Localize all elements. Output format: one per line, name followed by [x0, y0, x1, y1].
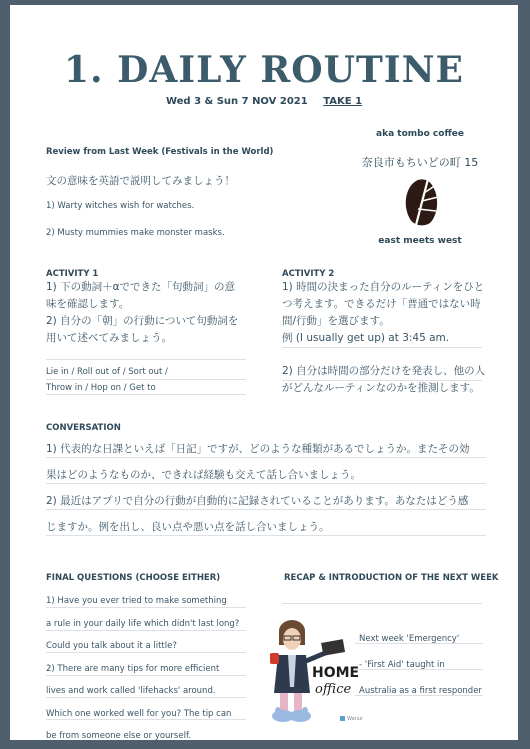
conversation-line: 2) 最近はアプリで自分の行動が自動的に記録されていることがあります。あなたはどう感 — [46, 495, 469, 507]
recap-heading: RECAP & INTRODUCTION OF THE NEXT WEEK — [284, 573, 499, 583]
recap-line: Australia as a first responder — [359, 686, 482, 696]
conversation-questions — [46, 436, 496, 540]
review-item: 1) Warty witches wish for watches. — [46, 201, 195, 211]
lesson-date-line — [10, 96, 518, 107]
activity2-line: つ考えます。できるだけ「普通ではない時 — [282, 298, 481, 310]
conversation-line: じますか。例を出し、良い点や悪い点を話し合いましょう。 — [46, 521, 330, 533]
page-title: 1. DAILY ROUTINE — [64, 49, 464, 91]
activity2-line: 例 (I usually get up) at 3:45 am. — [282, 332, 450, 344]
conversation-line: 果はどのようなものか、できれば経験も交えて話し合いましょう。 — [46, 469, 361, 481]
recap-line: - 'First Aid' taught in — [359, 660, 445, 670]
worksheet-page — [10, 5, 518, 740]
final-question-line: a rule in your daily life which didn't last long? — [46, 618, 240, 629]
review-instruction: 文の意味を英語で説明してみましょう！ — [46, 175, 235, 187]
activity1-heading: ACTIVITY 1 — [46, 269, 99, 279]
lesson-date: Wed 3 & Sun 7 NOV 2021 — [165, 96, 308, 107]
office-label: office — [315, 682, 352, 697]
activity2-line: 1) 時間の決まった自分のルーティンをひと — [282, 281, 485, 293]
credit-icon — [340, 716, 345, 721]
final-question-line: Could you talk about it a little? — [46, 641, 177, 651]
final-questions — [46, 590, 266, 748]
activity1-instructions — [46, 279, 251, 347]
conversation-line: 1) 代表的な日課といえば「日記」ですが、どのような種類があるでしょうか。またその効 — [46, 443, 470, 455]
final-question-line: 2) There are many tips for more efficient — [46, 663, 220, 674]
activity2-line: 2) 自分は時間の部分だけを発表し、他の人 — [282, 365, 486, 377]
illustration-credit — [340, 716, 363, 722]
final-question-line: 1) Have you ever tried to make something — [46, 596, 227, 606]
cafe-slogan: east meets west — [378, 236, 462, 246]
final-questions-heading: FINAL QUESTIONS (CHOOSE EITHER) — [46, 573, 221, 583]
cafe-name: aka tombo coffee — [376, 129, 464, 139]
activity2-heading: ACTIVITY 2 — [282, 269, 335, 279]
phrasal-verbs-line: Lie in / Roll out of / Sort out / — [46, 367, 168, 377]
conversation-heading: CONVERSATION — [46, 423, 121, 433]
final-question-line: Which one worked well for you? The tip can — [46, 708, 232, 719]
recap-line: Next week 'Emergency' — [359, 634, 460, 644]
home-label: HOME — [312, 665, 360, 681]
dragonfly-logo-icon — [402, 175, 442, 229]
activity2-instructions — [282, 279, 492, 347]
final-question-line: be from someone else or yourself. — [46, 731, 192, 741]
activity1-line: 2) 自分の「朝」の行動について句動詞を — [46, 315, 239, 327]
activity2-line: がどんなルーティンなのかを推測します。 — [282, 382, 480, 394]
phrasal-verbs-line: Throw in / Hop on / Get to — [46, 383, 156, 393]
review-item: 2) Musty mummies make monster masks. — [46, 228, 225, 238]
take-number: TAKE 1 — [323, 96, 363, 107]
activity1-line: 用いて述べてみましょう。 — [46, 332, 172, 344]
activity2-line: 間/行動」を選びます。 — [282, 315, 390, 327]
final-question-line: lives and work called 'lifehacks' around. — [46, 686, 216, 696]
activity1-line: 1) 下の動詞＋αでできた「句動詞」の意 — [46, 281, 236, 293]
cafe-address: 奈良市もちいどの町 15 — [361, 156, 479, 169]
activity1-line: 味を確認します。 — [46, 298, 130, 310]
credit-text: Wanur — [347, 716, 364, 722]
review-heading: Review from Last Week (Festivals in the World) — [46, 147, 274, 157]
recap-notes — [359, 626, 482, 704]
